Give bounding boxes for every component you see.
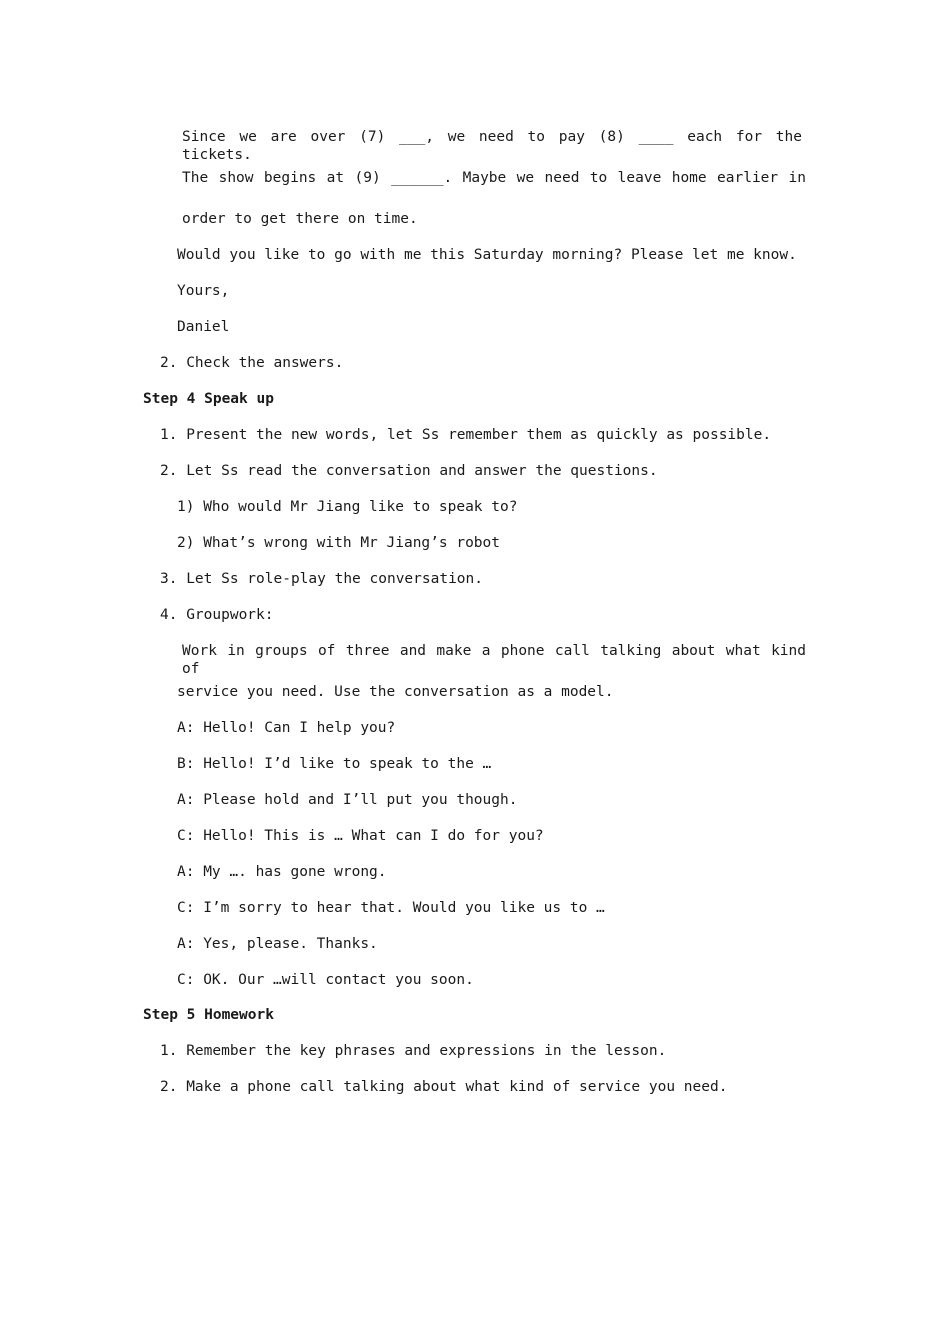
step4-question: 2) What’s wrong with Mr Jiang’s robot xyxy=(177,535,501,551)
letter-signature: Daniel xyxy=(177,319,230,335)
dialogue-line: B: Hello! I’d like to speak to the … xyxy=(177,756,492,772)
dialogue-line: A: My …. has gone wrong. xyxy=(177,864,387,880)
step4-heading: Step 4 Speak up xyxy=(143,391,274,407)
step4-item: 2. Let Ss read the conversation and answer the questions. xyxy=(160,463,658,479)
dialogue-line: C: OK. Our …will contact you soon. xyxy=(177,972,474,988)
step4-question: 1) Who would Mr Jiang like to speak to? xyxy=(177,499,518,515)
step4-item: 1. Present the new words, let Ss remember them as quickly as possible. xyxy=(160,427,772,443)
letter-paragraph-line-3: order to get there on time. xyxy=(182,211,418,227)
dialogue-line: A: Yes, please. Thanks. xyxy=(177,936,378,952)
letter-closing: Yours, xyxy=(177,283,230,299)
groupwork-instruction-line-2: service you need. Use the conversation as a model. xyxy=(177,684,614,700)
dialogue-line: A: Hello! Can I help you? xyxy=(177,720,396,736)
dialogue-line: C: I’m sorry to hear that. Would you like us to … xyxy=(177,900,605,916)
step4-item: 4. Groupwork: xyxy=(160,607,274,623)
letter-paragraph-line-1: Since we are over (7) ___, we need to pay (8) ____ each for the tickets. xyxy=(182,129,802,163)
step5-item: 1. Remember the key phrases and expressions in the lesson. xyxy=(160,1043,667,1059)
step3-item-check-answers: 2. Check the answers. xyxy=(160,355,344,371)
step5-item: 2. Make a phone call talking about what kind of service you need. xyxy=(160,1079,728,1095)
letter-invitation: Would you like to go with me this Saturday morning? Please let me know. xyxy=(177,247,797,263)
step4-item: 3. Let Ss role-play the conversation. xyxy=(160,571,484,587)
letter-paragraph-line-2: The show begins at (9) ______. Maybe we need to leave home earlier in xyxy=(182,170,806,186)
step5-heading: Step 5 Homework xyxy=(143,1007,274,1023)
dialogue-line: C: Hello! This is … What can I do for you? xyxy=(177,828,544,844)
groupwork-instruction-line-1: Work in groups of three and make a phone call talking about what kind of xyxy=(182,643,806,677)
dialogue-line: A: Please hold and I’ll put you though. xyxy=(177,792,518,808)
